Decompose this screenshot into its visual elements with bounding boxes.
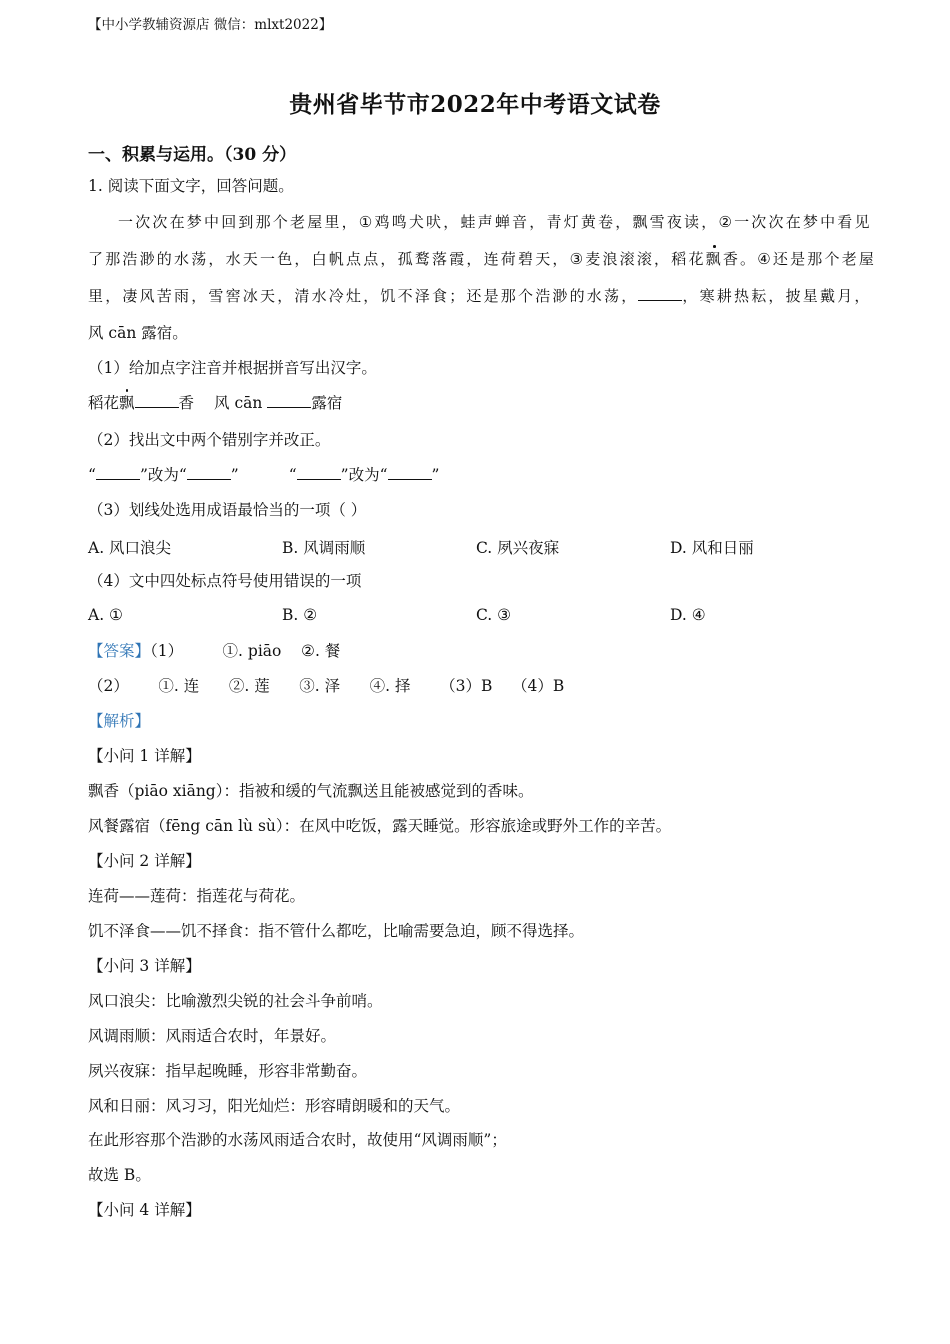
quote: “ [88, 466, 96, 484]
analysis-text: 夙兴夜寐：指早起晚睡，形容非常勤奋。 [88, 1062, 368, 1080]
subquestion-2-line [88, 465, 439, 485]
analysis-heading: 【小问 3 详解】 [88, 957, 201, 975]
dotted-char: 飘 [705, 250, 723, 268]
option-b: B. 风调雨顺 [282, 539, 366, 557]
option-b: B. ② [282, 606, 318, 624]
passage-line-1: 一次次在梦中回到那个老屋里，①鸡鸣犬吠，蛙声蝉音，青灯黄卷，飘雪夜读，②一次次在梦中看见 [118, 213, 872, 231]
analysis-text: 飘香（piāo xiāng）：指被和缓的气流飘送且能被感觉到的香味。 [88, 782, 534, 800]
text: 稻花 [88, 394, 120, 412]
dotted-char: 飘 [119, 394, 135, 412]
text: ”改为“ [340, 466, 388, 484]
subquestion-1: （1）给加点字注音并根据拼音写出汉字。 [88, 359, 377, 377]
analysis-text: 连荷——莲荷：指莲花与荷花。 [88, 887, 306, 905]
subquestion-1-line [88, 393, 342, 413]
subquestion-3: （3）划线处选用成语最恰当的一项（ ） [88, 501, 367, 519]
option-c: C. 夙兴夜寐 [476, 539, 560, 557]
text: 露宿 [311, 394, 343, 412]
answer-blank [388, 465, 432, 480]
passage-line-2 [88, 249, 876, 269]
text: 风 cān [214, 394, 268, 412]
analysis-heading: 【小问 4 详解】 [88, 1201, 201, 1219]
quote: ” [431, 466, 440, 484]
option-a: A. ① [88, 606, 123, 624]
answer-blank [297, 465, 341, 480]
analysis-text: 在此形容那个浩渺的水荡风雨适合农时，故使用“风调雨顺”； [88, 1131, 507, 1149]
analysis-text: 饥不泽食——饥不择食：指不管什么都吃，比喻需要急迫，顾不得选择。 [88, 922, 585, 940]
option-a: A. 风口浪尖 [88, 539, 172, 557]
answer-text: （1） ①. piāo ②. 餐 [150, 642, 341, 660]
analysis-label: 【解析】 [88, 712, 151, 730]
analysis-text: 故选 B。 [88, 1166, 151, 1184]
analysis-text: 风和日丽：风习习，阳光灿烂：形容晴朗暖和的天气。 [88, 1097, 461, 1115]
answer-line-1 [88, 641, 340, 661]
passage-text: 里，凄风苦雨，雪窖冰天，清水冷灶，饥不泽食；还是那个浩渺的水荡， [88, 287, 639, 305]
option-d: D. ④ [670, 606, 706, 624]
subquestion-4: （4）文中四处标点符号使用错误的一项 [88, 572, 362, 590]
passage-line-4: 风 cān 露宿。 [88, 324, 188, 342]
option-d: D. 风和日丽 [670, 539, 754, 557]
answer-blank [267, 393, 311, 408]
passage-text: 香。④还是那个老屋 [722, 250, 877, 268]
passage-line-3 [88, 286, 872, 306]
quote: ” [230, 466, 239, 484]
answer-blank [638, 286, 682, 301]
analysis-text: 风调雨顺：风雨适合农时，年景好。 [88, 1027, 337, 1045]
text: ”改为“ [139, 466, 187, 484]
answer-line-2: （2） ①. 连 ②. 莲 ③. 泽 ④. 择 （3）B （4）B [88, 677, 565, 695]
passage-text: ，寒耕热耘，披星戴月， [682, 287, 872, 305]
answer-label: 【答案】 [88, 642, 151, 660]
answer-blank [187, 465, 231, 480]
question-stem: 1. 阅读下面文字，回答问题。 [88, 177, 294, 195]
answer-blank [96, 465, 140, 480]
passage-text: 了那浩渺的水荡，水天一色，白帆点点，孤鹜落霞，连荷碧天，③麦浪滚滚，稻花 [88, 250, 706, 268]
analysis-text: 风餐露宿（fēng cān lù sù）：在风中吃饭，露天睡觉。形容旅途或野外工作的辛苦。 [88, 817, 672, 835]
analysis-heading: 【小问 1 详解】 [88, 747, 201, 765]
analysis-text: 风口浪尖：比喻激烈尖锐的社会斗争前哨。 [88, 992, 383, 1010]
section-heading: 一、积累与运用。（30 分） [88, 145, 297, 165]
analysis-heading: 【小问 2 详解】 [88, 852, 201, 870]
subquestion-2: （2）找出文中两个错别字并改正。 [88, 431, 331, 449]
answer-blank [135, 393, 179, 408]
quote: “ [288, 466, 297, 484]
header-watermark: 【中小学教辅资源店 微信：mlxt2022】 [88, 17, 333, 33]
text: 香 [178, 394, 195, 412]
page-title: 贵州省毕节市2022年中考语文试卷 [289, 91, 661, 118]
option-c: C. ③ [476, 606, 512, 624]
